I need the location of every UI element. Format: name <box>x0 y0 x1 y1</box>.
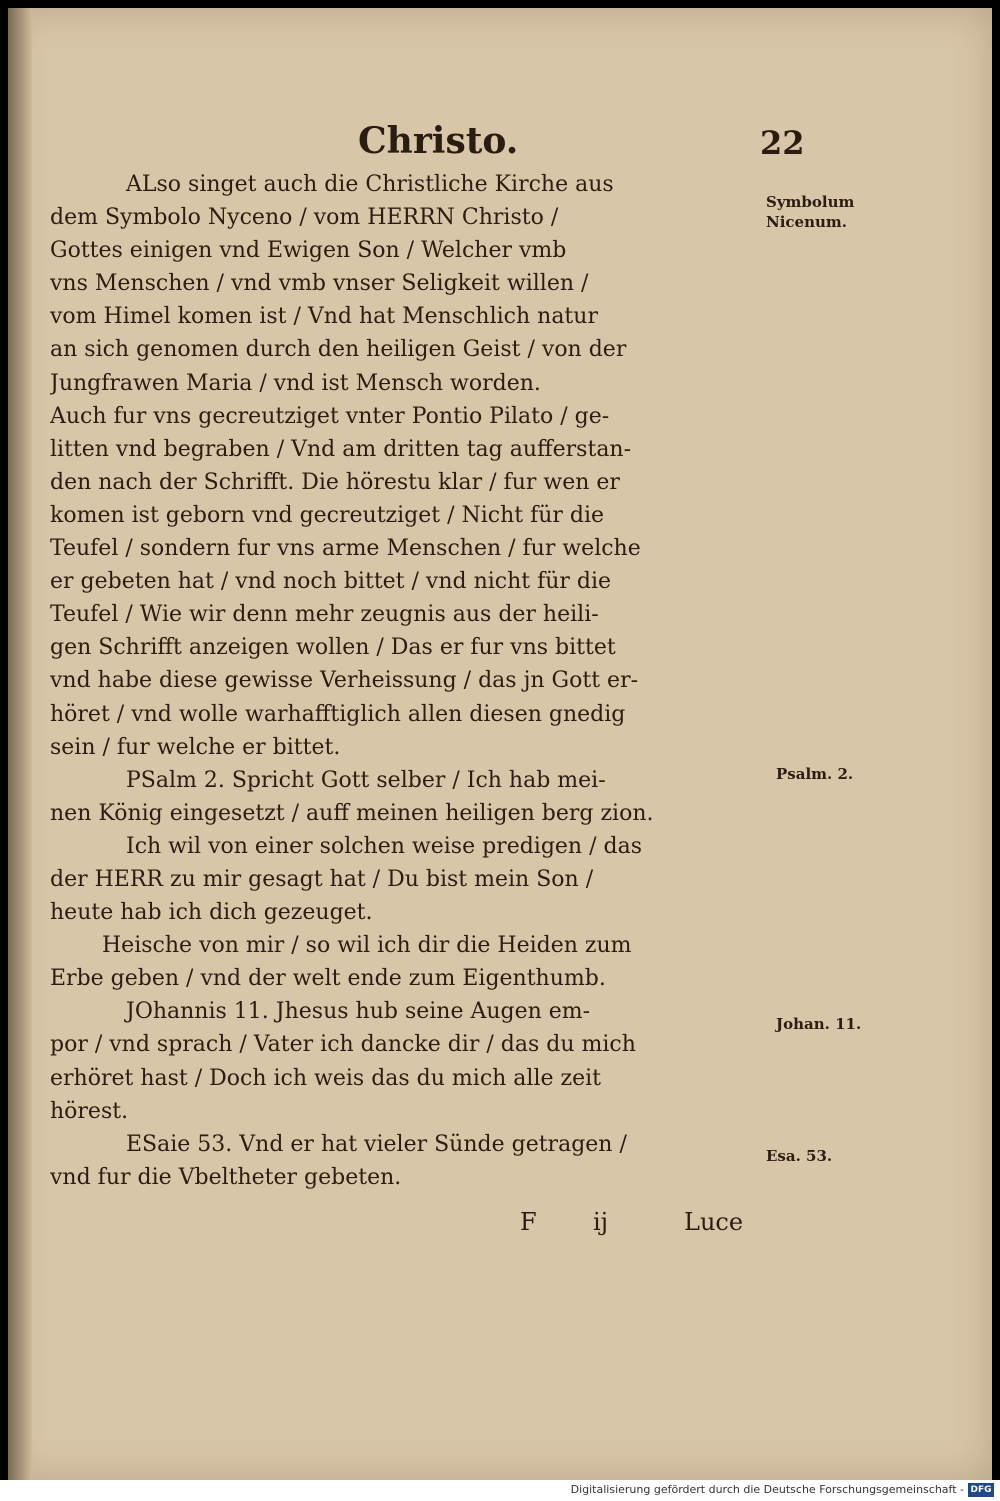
text-line: hörest. <box>50 1098 129 1124</box>
text-line: er gebeten hat / vnd noch bittet / vnd nicht für die <box>50 569 612 595</box>
text-line: an sich genomen durch den heiligen Geist / von der <box>50 337 627 363</box>
text-line: Gottes einigen vnd Ewigen Son / Welcher vmb <box>50 238 567 264</box>
text-line: komen ist geborn vnd gecreutziget / Nicht für die <box>50 502 605 528</box>
margin-note-psalm: Psalm. 2. <box>776 765 854 783</box>
catchword: Luce <box>684 1208 744 1236</box>
text-line: nen König eingesetzt / auff meinen heiligen berg zion. <box>50 800 654 826</box>
text-line: JOhannis 11. Jhesus hub seine Augen em- <box>126 999 591 1025</box>
signature-mark: F <box>520 1208 537 1236</box>
text-line: Ich wil von einer solchen weise predigen / das <box>126 833 642 859</box>
book-page <box>8 8 992 1480</box>
margin-note-johan: Johan. 11. <box>776 1015 862 1033</box>
text-line: ALso singet auch die Christliche Kirche aus <box>126 172 614 197</box>
text-line: Auch fur vns gecreutziget vnter Pontio Pilato / ge- <box>50 403 610 429</box>
digitization-credit-bar <box>0 1480 1000 1501</box>
text-line: Heische von mir / so wil ich dir die Heiden zum <box>102 933 632 959</box>
page-gutter-shadow <box>8 8 32 1480</box>
text-line: vns Menschen / vnd vmb vnser Seligkeit willen / <box>50 271 589 297</box>
margin-note-esa: Esa. 53. <box>766 1147 833 1165</box>
text-line: sein / fur welche er bittet. <box>50 734 341 760</box>
folio-number: 22 <box>760 124 805 162</box>
credit-text: Digitalisierung gefördert durch die Deutsche Forschungsgemeinschaft - <box>570 1483 964 1496</box>
text-line: vnd habe diese gewisse Verheissung / das jn Gott er- <box>50 668 639 694</box>
text-line: ESaie 53. Vnd er hat vieler Sünde getragen / <box>126 1131 627 1157</box>
text-line: den nach der Schrifft. Die hörestu klar / fur wen er <box>50 469 620 495</box>
body-text <box>50 168 764 1194</box>
running-title: Christo. <box>358 120 519 162</box>
margin-note-line: Symbolum <box>766 193 855 211</box>
text-line: PSalm 2. Spricht Gott selber / Ich hab mei- <box>126 767 606 793</box>
text-line: heute hab ich dich gezeuget. <box>50 900 373 926</box>
text-line: Teufel / sondern fur vns arme Menschen / fur welche <box>50 536 641 562</box>
margin-note-symbolum <box>766 192 854 232</box>
text-line: vom Himel komen ist / Vnd hat Menschlich natur <box>50 304 598 330</box>
margin-note-line: Nicenum. <box>766 213 847 231</box>
text-line: Erbe geben / vnd der welt ende zum Eigenthumb. <box>50 966 606 992</box>
dfg-logo-icon: DFG <box>968 1483 994 1497</box>
signature-number: ij <box>593 1208 609 1236</box>
page-footer <box>8 1208 992 1248</box>
text-line: litten vnd begraben / Vnd am dritten tag aufferstan- <box>50 436 632 462</box>
text-line: vnd fur die Vbeltheter gebeten. <box>50 1164 402 1190</box>
page-header <box>8 120 992 170</box>
text-line: Teufel / Wie wir denn mehr zeugnis aus der heili- <box>50 602 599 628</box>
text-line: höret / vnd wolle warhafftiglich allen diesen gnedig <box>50 701 626 727</box>
text-line: erhöret hast / Doch ich weis das du mich alle zeit <box>50 1065 601 1091</box>
text-line: dem Symbolo Nyceno / vom HERRN Christo / <box>50 205 559 231</box>
text-line: Jungfrawen Maria / vnd ist Mensch worden. <box>50 370 541 396</box>
text-line: gen Schrifft anzeigen wollen / Das er fur vns bittet <box>50 635 616 661</box>
text-line: por / vnd sprach / Vater ich dancke dir / das du mich <box>50 1032 636 1058</box>
text-line: der HERR zu mir gesagt hat / Du bist mein Son / <box>50 866 594 892</box>
